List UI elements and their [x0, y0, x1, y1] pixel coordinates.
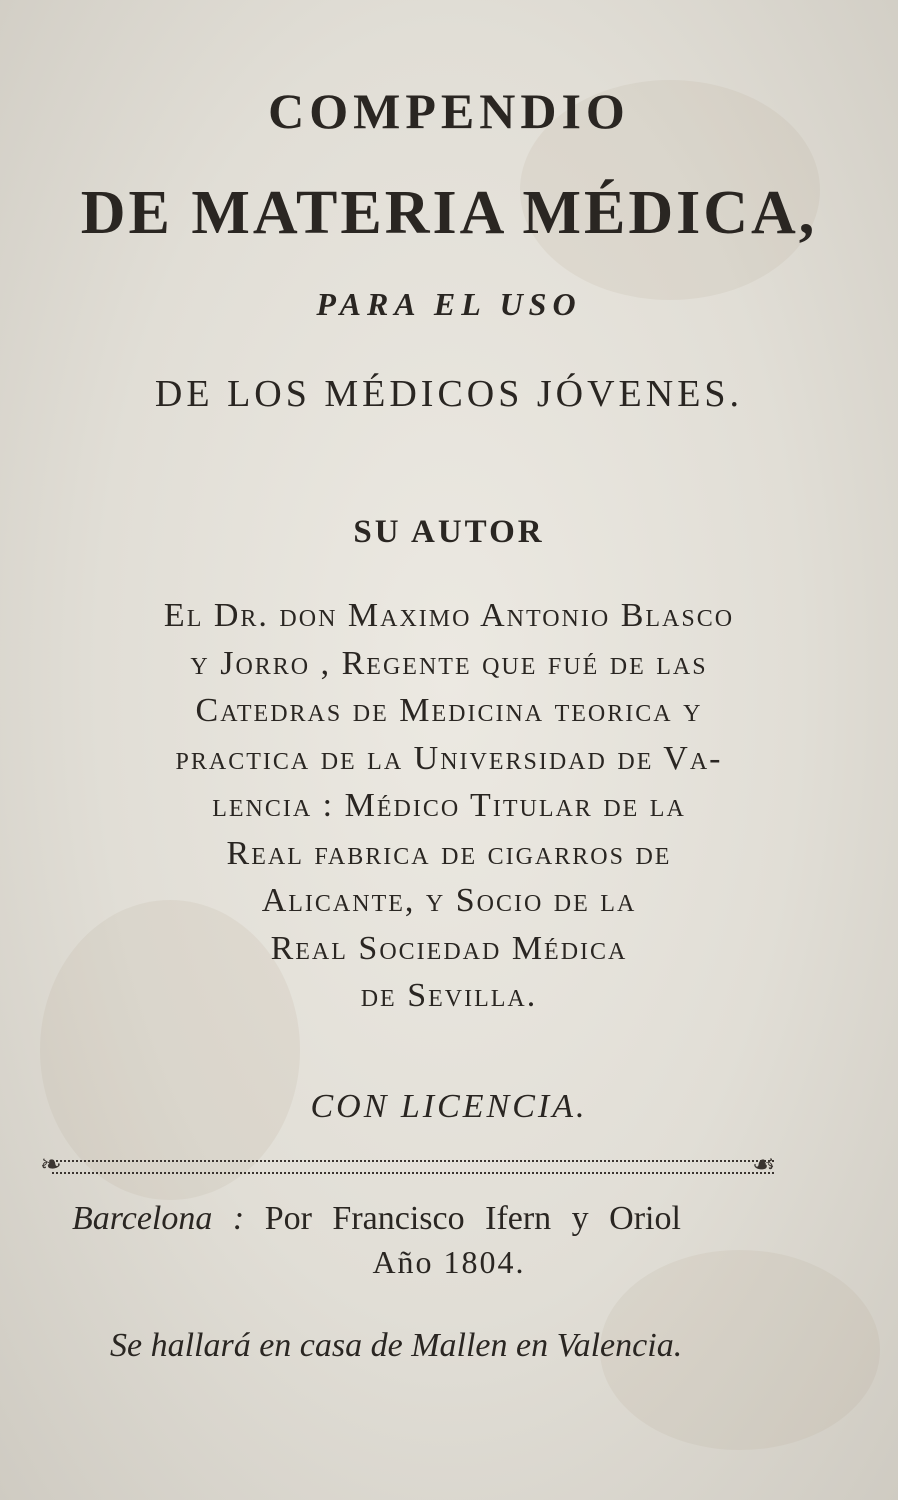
author-line: Catedras de Medicina teorica y — [195, 692, 703, 729]
author-block — [40, 592, 858, 1020]
author-line: de Sevilla. — [360, 977, 538, 1014]
imprint-printer: Por Francisco Ifern y Oriol — [264, 1200, 681, 1237]
author-line: Real Sociedad Médica — [270, 929, 628, 967]
author-heading: SU AUTOR — [353, 514, 545, 550]
license-line: CON LICENCIA. — [310, 1088, 588, 1125]
author-line: y Jorro , Regente que fué de las — [190, 644, 708, 682]
author-line: lencia : Médico Titular de la — [212, 787, 686, 824]
ornament-left-icon: ❧ — [40, 1150, 62, 1179]
author-line: Real fabrica de cigarros de — [226, 834, 672, 872]
author-line: practica de la Universidad de Va- — [175, 739, 723, 777]
title-line-compendio: COMPENDIO — [268, 83, 630, 139]
ornament-right-icon: ☙ — [752, 1150, 776, 1179]
imprint-city: Barcelona : — [72, 1200, 245, 1237]
title-line-para-el-uso: PARA EL USO — [316, 286, 582, 322]
author-line: Alicante, y Socio de la — [261, 882, 637, 919]
title-line-materia-medica: DE MATERIA MÉDICA, — [80, 179, 818, 247]
sale-note: Se hallará en casa de Mallen en Valencia. — [110, 1327, 683, 1364]
ornamental-rule — [52, 1160, 774, 1174]
title-line-medicos-jovenes: DE LOS MÉDICOS JÓVENES. — [154, 373, 744, 415]
imprint-year: Año 1804. — [372, 1244, 526, 1280]
imprint-line — [72, 1200, 772, 1238]
author-line: El Dr. don Maximo Antonio Blasco — [163, 597, 735, 634]
